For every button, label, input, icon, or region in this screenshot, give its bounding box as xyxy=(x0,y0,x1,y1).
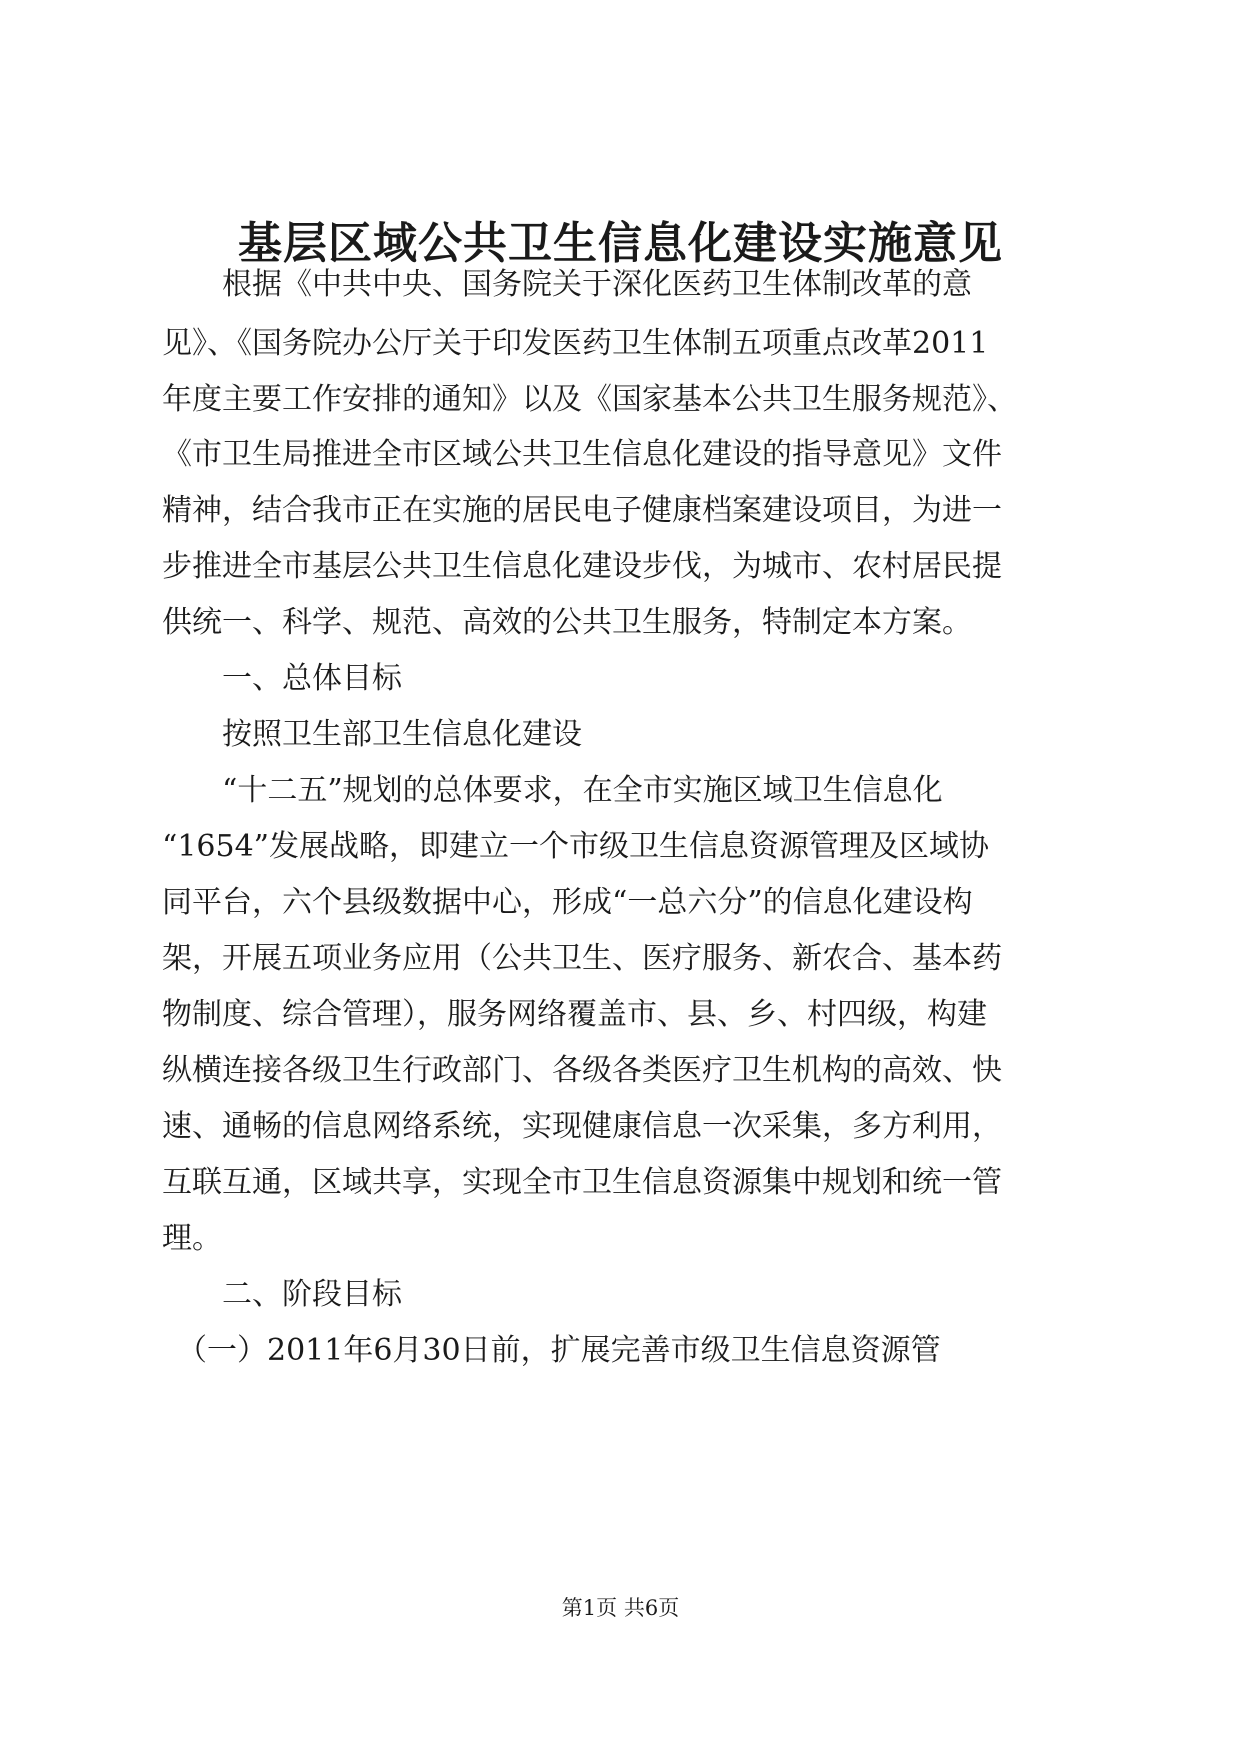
page-number-footer: 第1页 共6页 xyxy=(561,1596,680,1620)
body-line: “1654”发展战略，即建立一个市级卫生信息资源管理及区域协 xyxy=(162,829,990,864)
body-line: 纵横连接各级卫生行政部门、各级各类医疗卫生机构的高效、快 xyxy=(162,1053,1002,1088)
section-heading: 一、总体目标 xyxy=(162,661,402,696)
body-line: 理。 xyxy=(162,1221,222,1256)
body-line: 《市卫生局推进全市区域公共卫生信息化建设的指导意见》文件 xyxy=(162,437,1002,472)
body-line: 年度主要工作安排的通知》以及《国家基本公共卫生服务规范》、 xyxy=(162,382,1017,417)
section-heading: 二、阶段目标 xyxy=(162,1277,402,1312)
body-line: 物制度、综合管理），服务网络覆盖市、县、乡、村四级，构建 xyxy=(162,997,987,1032)
body-line: 根据《中共中央、国务院关于深化医药卫生体制改革的意 xyxy=(162,267,972,302)
body-line: （一）2011年6月30日前，扩展完善市级卫生信息资源管 xyxy=(162,1333,941,1368)
body-line: 互联互通，区域共享，实现全市卫生信息资源集中规划和统一管 xyxy=(162,1165,1002,1200)
body-line: 按照卫生部卫生信息化建设 xyxy=(162,717,582,752)
body-line: 步推进全市基层公共卫生信息化建设步伐，为城市、农村居民提 xyxy=(162,549,1002,584)
body-line: 速、通畅的信息网络系统，实现健康信息一次采集，多方利用， xyxy=(162,1109,1002,1144)
body-line: “十二五”规划的总体要求，在全市实施区域卫生信息化 xyxy=(162,773,943,808)
body-line: 架，开展五项业务应用（公共卫生、医疗服务、新农合、基本药 xyxy=(162,941,1002,976)
document-title: 基层区域公共卫生信息化建设实施意见 xyxy=(238,218,1003,269)
body-line: 同平台，六个县级数据中心，形成“一总六分”的信息化建设构 xyxy=(162,885,973,920)
body-line: 供统一、科学、规范、高效的公共卫生服务，特制定本方案。 xyxy=(162,605,972,640)
body-line: 精神，结合我市正在实施的居民电子健康档案建设项目，为进一 xyxy=(162,493,1002,528)
body-line: 见》、《国务院办公厅关于印发医药卫生体制五项重点改革2011 xyxy=(162,326,989,361)
